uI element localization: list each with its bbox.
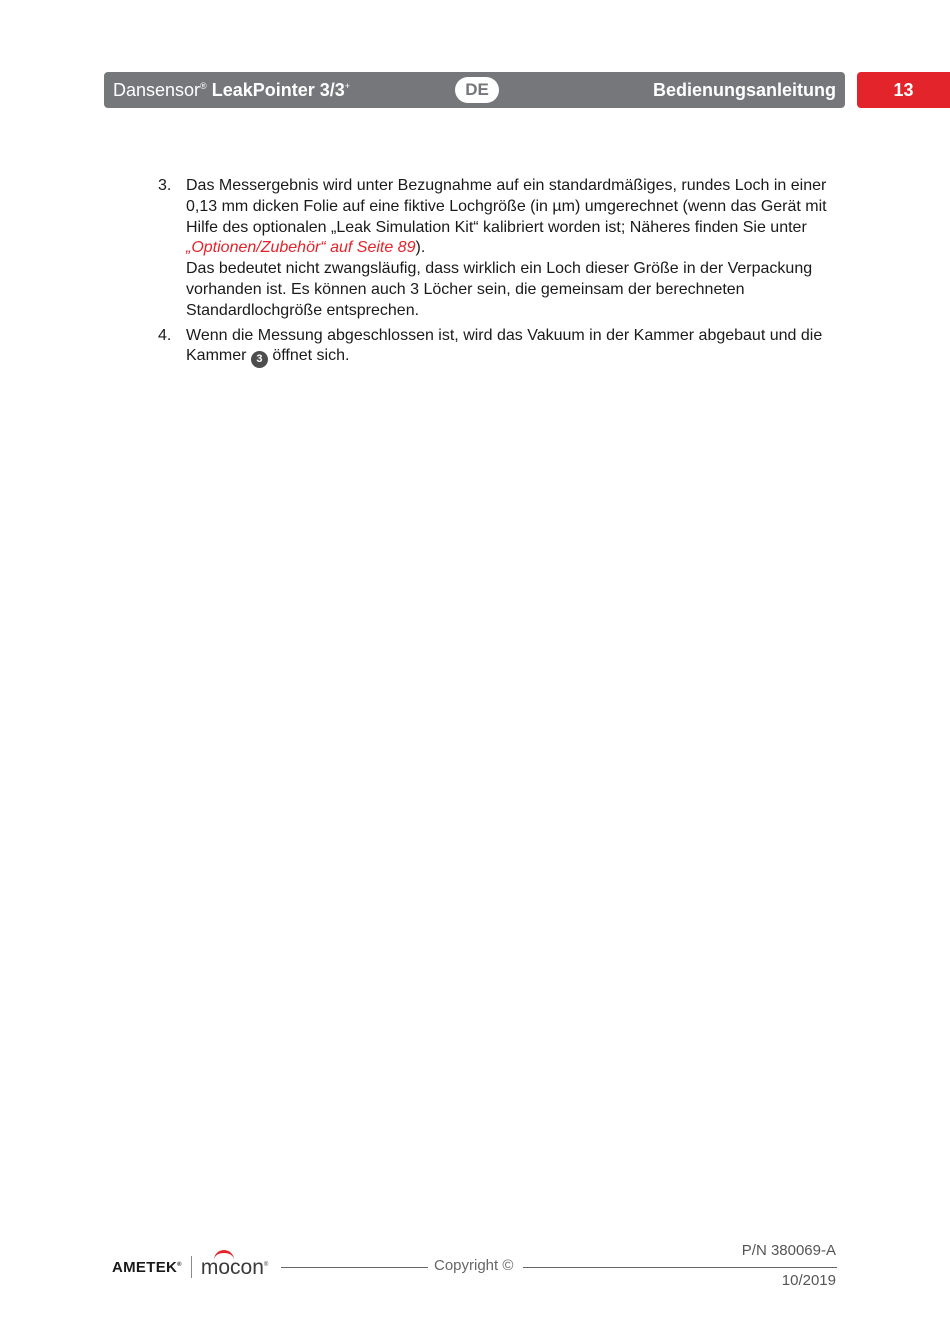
ametek-logo (112, 1259, 182, 1276)
item-body (186, 326, 848, 369)
brand-prefix: Dansensor (113, 80, 201, 100)
item-body (186, 176, 848, 322)
header-bar (104, 72, 845, 108)
page-number: 13 (857, 72, 950, 108)
item-note: Das bedeutet nicht zwangsläufig, dass wirklich ein Loch dieser Größe in der Verpackung vorhanden ist. Es können auch 3 Löcher sein, die gemeinsam der berechneten Standardlochgröße entsprechen. (186, 260, 813, 319)
footer-logos (112, 1254, 277, 1280)
list-item (158, 326, 848, 369)
item-text-end: ). (415, 239, 426, 257)
language-badge: DE (455, 77, 499, 103)
revision-date: 10/2019 (781, 1272, 836, 1289)
main-content (158, 176, 848, 372)
logo-divider (191, 1256, 192, 1278)
ametek-logo-text: AMETEK (112, 1258, 178, 1276)
item-text-end: öffnet sich. (267, 347, 350, 365)
item-text: Das Messergebnis wird unter Bezugnahme auf ein standardmäßiges, rundes Loch in einer 0,13 mm dicken Folie auf eine fiktive Lochgröße (in µm) umgerechnet (wenn das Gerät mit Hilfe des optionalen „Leak Simulation Kit“ kalibriert worden ist; Näheres finden Sie unter (186, 177, 827, 236)
document-type: Bedienungsanleitung (652, 80, 836, 100)
mocon-trademark: ® (263, 1261, 269, 1268)
callout-number-badge: 3 (251, 351, 268, 368)
product-plus: + (344, 81, 351, 91)
product-brand (113, 79, 350, 101)
item-text: Wenn die Messung abgeschlossen ist, wird das Vakuum in der Kammer abgebaut und die Kammer (186, 326, 823, 365)
copyright-notice: Copyright © (434, 1257, 514, 1274)
ametek-trademark: ® (177, 1261, 182, 1268)
footer-rule-left (281, 1267, 428, 1268)
item-number: 4. (158, 326, 172, 344)
footer-rule-right (523, 1267, 837, 1268)
mocon-logo-text: mocon (200, 1255, 264, 1279)
mocon-arc-icon (214, 1250, 234, 1260)
list-item (158, 176, 848, 322)
item-number: 3. (158, 177, 172, 194)
cross-reference-link[interactable]: „Optionen/Zubehör“ auf Seite 89 (186, 239, 416, 257)
part-number: P/N 380069-A (741, 1242, 836, 1259)
mocon-logo (201, 1257, 268, 1278)
registered-mark: ® (200, 81, 207, 91)
product-name: LeakPointer 3/3 (211, 80, 345, 100)
